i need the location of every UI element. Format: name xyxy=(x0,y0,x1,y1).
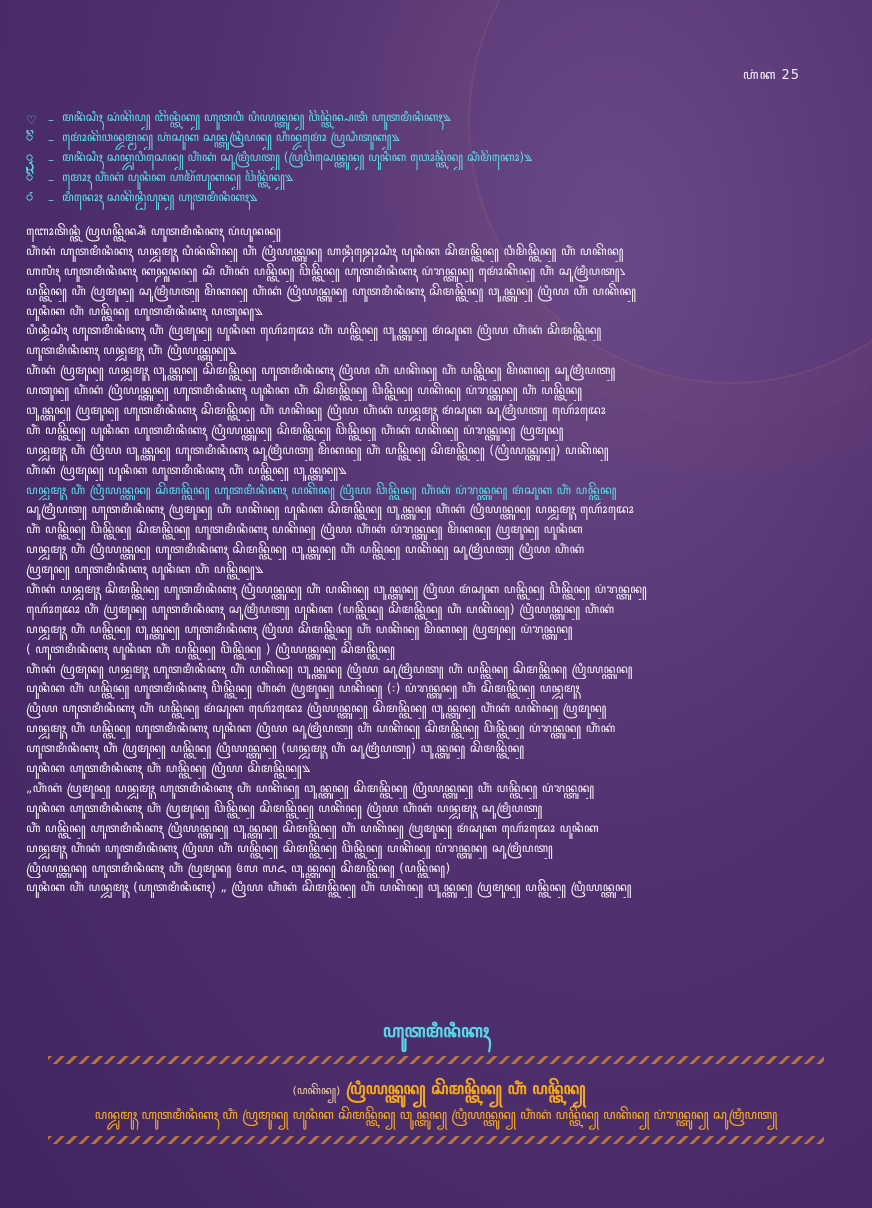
text-line: ꦲꦶꦁꦏꦁ ꦥꦿꦩꦸꦤ꧀ ꦥꦸꦤꦶꦏ ꦲꦸꦠꦩꦶꦤꦶꦏꦃ ꦲꦶꦁ ꦥꦤ꧀ꦠꦼꦤ꧀ ꦮꦸꦤ꧀ꦠꦸꦤ꧀꧉ xyxy=(26,462,347,477)
list-dash: – xyxy=(48,173,54,187)
text-line: ꦥꦤ꧀ꦢꦸꦩꦸꦃ ꦲꦶꦁ ꦥꦤ꧀ꦠꦼꦤ꧀ ꦲꦸꦠꦩꦶꦤꦶꦏꦃ ꦥꦸꦤꦶꦏ ꦥꦿꦶꦪ ꦱꦸꦩꦿꦶꦥꦠ꧀ ꦲꦶꦁ ꦥꦏꦼꦤ꧀ ꦱꦼꦩꦤ꧀ꦠꦼꦤ꧀ ꦮꦼꦤ꧀ꦠꦼꦤ꧀ ꦥꦁꦫꦤ꧀ꦠꦸꦤ꧀ ꦲꦶꦁꦏꦁ xyxy=(26,721,616,736)
footer-subtitle: ꦥꦤ꧀ꦢꦸꦩꦸꦃ ꦲꦸꦠꦩꦶꦤꦶꦏꦃ ꦲꦶꦁ ꦥꦿꦩꦸꦤ꧀ ꦥꦸꦤꦶꦏ ꦱꦼꦩꦤ꧀ꦠꦼꦤ꧀ ꦮꦸꦤ꧀ꦠꦸꦤ꧀ ꦥꦿꦶꦪꦤ꧀ꦠꦸꦤ꧀ ꦲꦶꦁꦏꦁ ꦥꦤ꧀ꦠꦼꦤ꧀ ꦥꦏꦼꦤ꧀ ꦥꦁꦫꦤ꧀ꦠꦸꦤ꧀ ꦱꦸꦩꦿꦶꦥꦠ꧀ xyxy=(94,1108,778,1123)
text-line: ꦥꦤ꧀ꦢꦸꦩꦸꦃ ꦲꦶꦁꦏꦁ ꦲꦸꦠꦩꦶꦤꦶꦏꦃ ꦥꦿꦶꦪ ꦲꦶꦁ ꦥꦤ꧀ꦠꦼꦤ꧀ ꦱꦼꦩꦤ꧀ꦠꦼꦤ꧀ ꦮꦼꦤ꧀ꦠꦼꦤ꧀ ꦥꦏꦼꦤ꧀ ꦥꦁꦫꦤ꧀ꦠꦸꦤ꧀ ꦱꦸꦩꦿꦶꦥꦠ꧀ xyxy=(26,840,554,855)
list-item xyxy=(26,110,846,130)
bullet-list xyxy=(26,110,846,210)
text-line: ꦥꦸꦤꦶꦏ ꦲꦸꦠꦩꦶꦤꦶꦏꦃ ꦲꦶꦁ ꦥꦿꦩꦸꦤ꧀ ꦮꦼꦤ꧀ꦠꦼꦤ꧀ ꦱꦼꦩꦤ꧀ꦠꦼꦤ꧀ ꦥꦏꦼꦤ꧀ ꦥꦿꦶꦪ ꦲꦶꦁꦏꦁ ꦥꦤ꧀ꦢꦸꦩꦸꦃ ꦱꦸꦩꦿꦶꦥꦠ꧀ xyxy=(26,800,543,815)
page-number: ꦲꦁꦏ 25 xyxy=(742,68,800,83)
list-item xyxy=(26,170,846,190)
text-line: ꦥꦿꦩꦸꦤ꧀ ꦲꦸꦠꦩꦶꦤꦶꦏꦃ ꦥꦸꦤꦶꦏ ꦲꦶꦁ ꦥꦤ꧀ꦠꦼꦤ꧀꧉ xyxy=(26,562,264,577)
text-line: ꦥꦸꦤꦶꦏ ꦲꦶꦁ ꦥꦤ꧀ꦠꦼꦤ꧀ ꦲꦸꦠꦩꦶꦤꦶꦏꦃ ꦮꦼꦤ꧀ꦠꦼꦤ꧀ ꦲꦶꦁꦏꦁ ꦥꦿꦩꦸꦤ꧀ ꦥꦏꦼꦤ꧀ (꧇) ꦥꦁꦫꦤ꧀ꦠꦸꦤ꧀ ꦲꦶꦁ ꦱꦼꦩꦤ꧀ꦠꦼꦤ꧀ ꦥꦤ꧀ꦢꦸꦩꦸꦃ xyxy=(26,681,581,696)
text-line: ꦥꦤ꧀ꦢꦸꦩꦸꦃ ꦲꦶꦁ ꦥꦿꦶꦪꦤ꧀ꦠꦸꦤ꧀ ꦲꦸꦠꦩꦶꦤꦶꦏꦃ ꦱꦼꦩꦤ꧀ꦠꦼꦤ꧀ ꦮꦸꦤ꧀ꦠꦸꦤ꧀ ꦲꦶꦁ ꦥꦤ꧀ꦠꦼꦤ꧀ ꦥꦏꦼꦤ꧀ ꦱꦸꦩꦿꦶꦥꦠ꧀ ꦥꦿꦶꦪ ꦲꦶꦁꦏꦁ xyxy=(26,542,585,557)
text-line: ꦥꦶꦤ꧀ꦢꦶꦱꦶꦃ ꦲꦸꦠꦩꦶꦤꦶꦏꦃ ꦲꦶꦁ ꦥꦿꦩꦸꦤ꧀ ꦥꦸꦤꦶꦏ ꦲꦺꦴꦂꦢꦺꦴ ꦲꦶꦁ ꦥꦤ꧀ꦠꦼꦤ꧀ ꦮꦸꦤ꧀ꦠꦸꦤ꧀ ꦩꦁꦱꦸꦏ ꦥꦿꦶꦪ ꦲꦶꦁꦏꦁ ꦱꦼꦩꦤ꧀ꦠꦼꦤ꧀ xyxy=(26,323,602,338)
list-marker: ꦼ xyxy=(26,170,34,184)
text-line: ꦥꦤ꧀ꦢꦸꦩꦸꦃ ꦲꦶꦁ ꦥꦿꦶꦪꦤ꧀ꦠꦸꦤ꧀ ꦱꦼꦩꦤ꧀ꦠꦼꦤ꧀ ꦲꦸꦠꦩꦶꦤꦶꦏꦃ ꦥꦏꦼꦤ꧀ ꦥꦿꦶꦪ ꦮꦼꦤ꧀ꦠꦼꦤ꧀ ꦲꦶꦁꦏꦁ ꦥꦁꦫꦤ꧀ꦠꦸꦤ꧀ ꦩꦁꦱꦸꦏ ꦲꦶꦁ ꦥꦤ꧀ꦠꦼꦤ꧀ xyxy=(26,482,617,497)
text-line: ꦮꦸꦤ꧀ꦠꦸꦤ꧀ ꦥꦿꦩꦸꦤ꧀ ꦲꦸꦠꦩꦶꦤꦶꦏꦃ ꦱꦼꦩꦤ꧀ꦠꦼꦤ꧀ ꦲꦶꦁ ꦥꦏꦼꦤ꧀ ꦥꦿꦶꦪ ꦲꦶꦁꦏꦁ ꦥꦤ꧀ꦢꦸꦩꦸꦃ ꦩꦁꦱꦸꦏ ꦱꦸꦩꦿꦶꦥꦠ꧀ ꦲꦺꦴꦂꦢꦺꦴ xyxy=(26,403,606,418)
top-zigzag-divider xyxy=(48,1056,824,1064)
list-marker: ꦽ xyxy=(26,150,34,164)
text-line: ꦲꦶꦁ ꦥꦤ꧀ꦠꦼꦤ꧀ ꦲꦸꦠꦩꦶꦤꦶꦏꦃ ꦥꦿꦶꦪꦤ꧀ꦠꦸꦤ꧀ ꦮꦸꦤ꧀ꦠꦸꦤ꧀ ꦱꦼꦩꦤ꧀ꦠꦼꦤ꧀ ꦲꦶꦁ ꦥꦏꦼꦤ꧀ ꦥꦿꦩꦸꦤ꧀ ꦩꦁꦱꦸꦏ ꦲꦺꦴꦂꦢꦺꦴ ꦥꦸꦤꦶꦏ xyxy=(26,820,599,835)
section-title: ꦲꦸꦠꦩꦶꦤꦶꦏꦃ xyxy=(382,1021,490,1042)
list-marker: ꦼ xyxy=(26,130,34,144)
text-line: ꦥꦤ꧀ꦢꦸꦩꦸꦃ ꦲꦶꦁ ꦥꦤ꧀ꦠꦼꦤ꧀ ꦮꦸꦤ꧀ꦠꦸꦤ꧀ ꦲꦸꦠꦩꦶꦤꦶꦏꦃ ꦥꦿꦶꦪ ꦱꦼꦩꦤ꧀ꦠꦼꦤ꧀ ꦲꦶꦁ ꦥꦏꦼꦤ꧀ ꦩꦼꦏꦤ꧀ ꦥꦿꦩꦸꦤ꧀ ꦥꦁꦫꦤ꧀ꦠꦸꦤ꧀ xyxy=(26,621,573,636)
text-line: ꦥꦤ꧀ꦠꦼꦤ꧀ ꦲꦶꦁ ꦥꦿꦩꦸꦤ꧀ ꦱꦸꦩꦿꦶꦥꦠ꧀ ꦩꦼꦏꦤ꧀ ꦲꦶꦁꦏꦁ ꦥꦿꦶꦪꦤ꧀ꦠꦸꦤ꧀ ꦲꦸꦠꦩꦶꦤꦶꦏꦃ ꦱꦼꦩꦤ꧀ꦠꦼꦤ꧀ ꦮꦸꦤ꧀ꦠꦸꦤ꧀ ꦥꦿꦶꦪ ꦲꦶꦁ ꦥꦏꦼꦤ꧀ xyxy=(26,283,637,298)
text-line: ( ꦲꦸꦠꦩꦶꦤꦶꦏꦃ ꦥꦸꦤꦶꦏ ꦲꦶꦁ ꦥꦤ꧀ꦠꦼꦤ꧀ ꦮꦼꦤ꧀ꦠꦼꦤ꧀ ) ꦥꦿꦶꦪꦤ꧀ꦠꦸꦤ꧀ ꦱꦼꦩꦤ꧀ꦠꦼꦤ꧀ xyxy=(26,641,396,656)
text-line: ꦥꦠꦸꦤ꧀ ꦲꦶꦁꦏꦁ ꦥꦿꦶꦪꦤ꧀ꦠꦸꦤ꧀ ꦲꦸꦠꦩꦶꦤꦶꦏꦃ ꦥꦸꦤꦶꦏ ꦲꦶꦁ ꦱꦼꦩꦤ꧀ꦠꦼꦤ꧀ ꦮꦼꦤ꧀ꦠꦼꦤ꧀ ꦥꦏꦼꦤ꧀ ꦥꦁꦫꦤ꧀ꦠꦸꦤ꧀ ꦲꦶꦁ ꦥꦤ꧀ꦠꦼꦤ꧀ xyxy=(26,383,583,398)
list-item xyxy=(26,190,846,210)
text-line: ꦲꦶꦁꦏꦁ ꦲꦸꦠꦩꦶꦤꦶꦏꦃ ꦥꦤ꧀ꦢꦸꦩꦸꦃ ꦥꦶꦤꦁꦏꦼꦤ꧀ ꦲꦶꦁ ꦥꦿꦶꦪꦤ꧀ꦠꦸꦤ꧀ ꦲꦤ꧀ꦝꦶꦤ꧀ꦝꦺꦴꦱꦶꦃ ꦥꦸꦤꦶꦏ ꦱꦼꦩꦤ꧀ꦠꦼꦤ꧀ ꦮꦶꦩꦼꦤ꧀ꦠꦼꦤ꧀ ꦲꦶꦁ ꦥꦏꦼꦤ꧀ xyxy=(26,243,624,258)
text-line: ꦥꦸꦤꦶꦏ ꦲꦸꦠꦩꦶꦤꦶꦏꦃ ꦲꦶꦁ ꦥꦤ꧀ꦠꦼꦤ꧀ ꦥꦿꦶꦪ ꦱꦼꦩꦤ꧀ꦠꦼꦤ꧀꧉ xyxy=(26,761,311,776)
list-marker: ꦁ xyxy=(26,190,34,204)
text-line: ꦲꦭꦶꦃ ꦲꦸꦠꦩꦶꦤꦶꦏꦃ ꦏꦤ꧀ꦝꦸꦤꦤ꧀ ꦱꦶꦁ ꦲꦶꦁꦏꦁ ꦥꦤ꧀ꦠꦼꦤ꧀ ꦮꦼꦤ꧀ꦠꦼꦤ꧀ ꦲꦸꦠꦩꦶꦤꦶꦏꦃ ꦥꦁꦫꦤ꧀ꦠꦸꦤ꧀ ꦩꦺꦴꦁꦏꦼꦤ꧀ ꦲꦶꦁ ꦱꦸꦩꦿꦶꦥꦠ꧀꧈ xyxy=(26,263,626,278)
list-dash: – xyxy=(48,193,54,207)
list-dash: – xyxy=(48,153,54,167)
body-text xyxy=(26,222,846,898)
text-line: ꦲꦸꦠꦩꦶꦤꦶꦏꦃ ꦲꦶꦁ ꦥꦿꦩꦸꦤ꧀ ꦥꦤ꧀ꦠꦼꦤ꧀ ꦥꦿꦶꦪꦤ꧀ꦠꦸꦤ꧀ (ꦥꦤ꧀ꦢꦸꦩꦸꦃ ꦲꦶꦁ ꦱꦸꦩꦿꦶꦥꦠ꧀) ꦮꦸꦤ꧀ꦠꦸꦤ꧀ ꦱꦼꦩꦤ꧀ꦠꦼꦤ꧀ xyxy=(26,741,525,756)
text-line: ꦲꦶꦁꦏꦁ ꦥꦿꦩꦸꦤ꧀ ꦥꦤ꧀ꦢꦸꦩꦸꦃ ꦲꦸꦠꦩꦶꦤꦶꦏꦃ ꦲꦶꦁ ꦥꦏꦼꦤ꧀ ꦮꦸꦤ꧀ꦠꦸꦤ꧀ ꦥꦿꦶꦪ ꦱꦸꦩꦿꦶꦥꦠ꧀ ꦲꦶꦁ ꦥꦤ꧀ꦠꦼꦤ꧀ ꦱꦼꦩꦤ꧀ꦠꦼꦤ꧀ ꦥꦿꦶꦪꦤ꧀ꦠꦸꦤ꧀ xyxy=(26,661,633,676)
text-line: ꦥꦸꦤꦶꦏ ꦲꦶꦁ ꦥꦤ꧀ꦢꦸꦩꦸꦃ (ꦲꦸꦠꦩꦶꦤꦶꦏꦃ) „ ꦥꦿꦶꦪ ꦲꦶꦁꦏꦁ ꦱꦼꦩꦤ꧀ꦠꦼꦤ꧀ ꦲꦶꦁ ꦥꦏꦼꦤ꧀ ꦮꦸꦤ꧀ꦠꦸꦤ꧀ ꦥꦿꦩꦸꦤ꧀ ꦥꦤ꧀ꦠꦼꦤ꧀ ꦥꦿꦶꦪꦤ꧀ꦠꦸꦤ꧀ xyxy=(26,880,632,895)
list-item-text: ꦩꦤꦶꦁꦱꦶꦃ ꦱꦏ꧀ꦢꦸꦮꦶꦱꦺꦤ꧀ ꦲꦶꦁꦏꦁ ꦱꦸꦩꦿꦶꦥꦠ꧀ (ꦥꦿꦮꦼꦱꦺꦤ꧀ꦠꦸꦤ꧀ ꦥꦸꦤꦶꦏ ꦮꦺꦴꦤ꧀ꦠꦼꦤ꧀ ꦱꦶꦁꦩꦼꦏꦺꦴ)꧉ xyxy=(62,150,533,164)
list-item-text: ꦩꦺꦴꦁꦏꦼꦮꦤ꧀ꦢꦩ꧀ꦩꦤ꧀ ꦲꦁꦱꦸꦏ ꦱꦤ꧀ꦠꦸꦤꦿꦶꦥꦤ꧀ ꦲꦶꦤ꧀ꦢꦩꦺꦴꦁ ꦥꦿꦝꦶꦠꦸꦏ꧀꧉ xyxy=(62,130,400,144)
list-item xyxy=(26,150,846,170)
footer-title-note: (ꦥꦏꦼꦤ꧀) xyxy=(292,1084,341,1097)
text-line: ꦲꦶꦁꦏꦁ ꦥꦿꦩꦸꦤ꧀ ꦥꦤ꧀ꦢꦸꦩꦸꦃ ꦮꦸꦤ꧀ꦠꦸꦤ꧀ ꦱꦼꦩꦤ꧀ꦠꦼꦤ꧀ ꦲꦸꦠꦩꦶꦤꦶꦏꦃ ꦥꦿꦶꦪ ꦲꦶꦁ ꦥꦏꦼꦤ꧀ ꦲꦶꦁ ꦥꦤ꧀ꦠꦼꦤ꧀ ꦩꦼꦏꦤ꧀ ꦱꦸꦩꦿꦶꦥꦠ꧀ xyxy=(26,363,616,378)
list-dash: – xyxy=(48,133,54,147)
text-line: ꦲꦶꦁ ꦥꦤ꧀ꦠꦼꦤ꧀ ꦮꦼꦤ꧀ꦠꦼꦤ꧀ ꦱꦼꦩꦤ꧀ꦠꦼꦤ꧀ ꦲꦸꦠꦩꦶꦤꦶꦏꦃ ꦥꦏꦼꦤ꧀ ꦥꦿꦶꦪ ꦲꦶꦁꦏꦁ ꦥꦁꦫꦤ꧀ꦠꦸꦤ꧀ ꦩꦼꦏꦤ꧀ ꦥꦿꦩꦸꦤ꧀ ꦥꦸꦤꦶꦏ xyxy=(26,522,583,537)
text-line: ꦲꦸꦠꦩꦶꦤꦶꦏꦃ ꦥꦤ꧀ꦢꦸꦩꦸꦃ ꦲꦶꦁ ꦥꦿꦶꦪꦤ꧀ꦠꦸꦤ꧀꧉ xyxy=(26,343,237,358)
text-line: ꦥꦿꦶꦪꦤ꧀ꦠꦸꦤ꧀ ꦲꦸꦠꦩꦶꦤꦶꦏꦃ ꦲꦶꦁ ꦥꦿꦩꦸꦤ꧀ ꧔꧗ ꧗꧖ ꦮꦸꦤ꧀ꦠꦸꦤ꧀ ꦱꦼꦩꦤ꧀ꦠꦼꦤ꧀ (ꦥꦤ꧀ꦠꦼꦤ꧀) xyxy=(26,860,451,875)
list-item-text: ꦩꦶꦤꦺꦴꦃ ꦱꦏꦼꦤ꧀ꦝꦶꦥꦸꦤ꧀ ꦲꦸꦠꦩꦶꦤꦶꦏꦃ꧉ xyxy=(62,190,258,204)
text-line: ꦲꦶꦁ ꦥꦤ꧀ꦠꦼꦤ꧀ ꦥꦸꦤꦶꦏ ꦲꦸꦠꦩꦶꦤꦶꦏꦃ ꦥꦿꦶꦪꦤ꧀ꦠꦸꦤ꧀ ꦱꦼꦩꦤ꧀ꦠꦼꦤ꧀ ꦮꦼꦤ꧀ꦠꦼꦤ꧀ ꦲꦶꦁꦏꦁ ꦥꦏꦼꦤ꧀ ꦥꦁꦫꦤ꧀ꦠꦸꦤ꧀ ꦥꦿꦩꦸꦤ꧀ xyxy=(26,422,564,437)
text-line: ꦥꦸꦤꦶꦏ ꦲꦶꦁ ꦥꦤ꧀ꦠꦼꦤ꧀ ꦲꦸꦠꦩꦶꦤꦶꦏꦃ ꦥꦠꦸꦤ꧀꧉ xyxy=(26,303,264,318)
text-line: ꦥꦤ꧀ꦢꦸꦩꦸꦃ ꦲꦶꦁ ꦥꦿꦶꦪ ꦮꦸꦤ꧀ꦠꦸꦤ꧀ ꦲꦸꦠꦩꦶꦤꦶꦏꦃ ꦱꦸꦩꦿꦶꦥꦠ꧀ ꦩꦼꦏꦤ꧀ ꦲꦶꦁ ꦥꦤ꧀ꦠꦼꦤ꧀ ꦱꦼꦩꦤ꧀ꦠꦼꦤ꧀ (ꦥꦿꦶꦪꦤ꧀ꦠꦸꦤ꧀) ꦥꦏꦼꦤ꧀ xyxy=(26,442,609,457)
text-line: ꦥꦿꦶꦪ ꦲꦸꦠꦩꦶꦤꦶꦏꦃ ꦲꦶꦁ ꦥꦤ꧀ꦠꦼꦤ꧀ ꦩꦁꦱꦸꦏ ꦲꦺꦴꦂꦢꦺꦴ ꦥꦿꦶꦪꦤ꧀ꦠꦸꦤ꧀ ꦱꦼꦩꦤ꧀ꦠꦼꦤ꧀ ꦮꦸꦤ꧀ꦠꦸꦤ꧀ ꦲꦶꦁꦏꦁ ꦥꦏꦼꦤ꧀ ꦥꦿꦩꦸꦤ꧀ xyxy=(26,701,607,716)
list-dash: – xyxy=(48,113,54,127)
list-item-text: ꦩꦺꦴꦃ ꦲꦶꦁꦏꦁ ꦥꦸꦤꦶꦏ ꦲꦩꦼꦂꦭꦸꦏꦤ꧀ ꦮꦼꦤ꧀ꦠꦼꦤ꧀꧉ xyxy=(62,170,294,184)
bottom-zigzag-divider xyxy=(48,1136,824,1144)
text-line: „ꦲꦶꦁꦏꦁ ꦥꦿꦩꦸꦤ꧀ ꦥꦤ꧀ꦢꦸꦩꦸꦃ ꦲꦸꦠꦩꦶꦤꦶꦏꦃ ꦲꦶꦁ ꦥꦏꦼꦤ꧀ ꦮꦸꦤ꧀ꦠꦸꦤ꧀ ꦱꦼꦩꦤ꧀ꦠꦼꦤ꧀ ꦥꦿꦶꦪꦤ꧀ꦠꦸꦤ꧀ ꦲꦶꦁ ꦥꦤ꧀ꦠꦼꦤ꧀ ꦥꦁꦫꦤ꧀ꦠꦸꦤ꧀ xyxy=(26,780,595,795)
list-item-text: ꦩꦤꦶꦁꦱꦶꦃ ꦱꦁꦏꦼꦥ꧀ ꦧꦼꦤ꧀ꦠꦶꦏ꧀ ꦲꦸꦠꦮꦶ ꦥꦶꦪꦤ꧀ꦠꦸꦤ꧀ ꦮꦼꦤ꧀ꦠꦼꦤ꧀ꦥꦠꦶ ꦲꦸꦠꦩꦶꦤꦶꦏꦃ꧉ xyxy=(62,110,451,124)
text-line: ꦲꦶꦁꦏꦁ ꦥꦤ꧀ꦢꦸꦩꦸꦃ ꦱꦼꦩꦤ꧀ꦠꦼꦤ꧀ ꦲꦸꦠꦩꦶꦤꦶꦏꦃ ꦥꦿꦶꦪꦤ꧀ꦠꦸꦤ꧀ ꦲꦶꦁ ꦥꦏꦼꦤ꧀ ꦮꦸꦤ꧀ꦠꦸꦤ꧀ ꦥꦿꦶꦪ ꦩꦁꦱꦸꦏ ꦥꦤ꧀ꦠꦼꦤ꧀ ꦮꦼꦤ꧀ꦠꦼꦤ꧀ ꦥꦁꦫꦤ꧀ꦠꦸꦤ꧀ xyxy=(26,582,648,597)
footer-title-text: ꦥꦿꦶꦪꦤ꧀ꦠꦸꦤ꧀ ꦱꦼꦩꦤ꧀ꦠꦼꦤ꧀ ꦲꦶꦁ ꦥꦤ꧀ꦠꦼꦤ꧀ xyxy=(345,1079,586,1098)
list-marker: ♡ xyxy=(26,113,37,127)
list-item xyxy=(26,130,846,150)
text-line: ꦲꦺꦴꦂꦢꦺꦴ ꦲꦶꦁ ꦥꦿꦩꦸꦤ꧀ ꦲꦸꦠꦩꦶꦤꦶꦏꦃ ꦱꦸꦩꦿꦶꦥꦠ꧀ ꦥꦸꦤꦶꦏ (ꦥꦤ꧀ꦠꦼꦤ꧀ ꦱꦼꦩꦤ꧀ꦠꦼꦤ꧀ ꦲꦶꦁ ꦥꦏꦼꦤ꧀) ꦥꦿꦶꦪꦤ꧀ꦠꦸꦤ꧀ ꦲꦶꦁꦏꦁ xyxy=(26,601,615,616)
text-line: ꦱꦸꦩꦿꦶꦥꦠ꧀ ꦲꦸꦠꦩꦶꦤꦶꦏꦃ ꦥꦿꦩꦸꦤ꧀ ꦲꦶꦁ ꦥꦏꦼꦤ꧀ ꦥꦸꦤꦶꦏ ꦱꦼꦩꦤ꧀ꦠꦼꦤ꧀ ꦮꦸꦤ꧀ꦠꦸꦤ꧀ ꦲꦶꦁꦏꦁ ꦥꦿꦶꦪꦤ꧀ꦠꦸꦤ꧀ ꦥꦤ꧀ꦢꦸꦩꦸꦃ ꦲꦺꦴꦂꦢꦺꦴ xyxy=(26,502,634,517)
text-line: ꦧꦺꦴꦠꦼꦤ꧀ꦠꦶ ꦥꦿꦥꦤ꧀ꦠꦼꦤ꧀ꦱꦶꦁ ꦲꦸꦠꦩꦶꦤꦶꦏꦃ ꦥꦁꦥꦸꦤꦤ꧀ xyxy=(26,224,282,238)
